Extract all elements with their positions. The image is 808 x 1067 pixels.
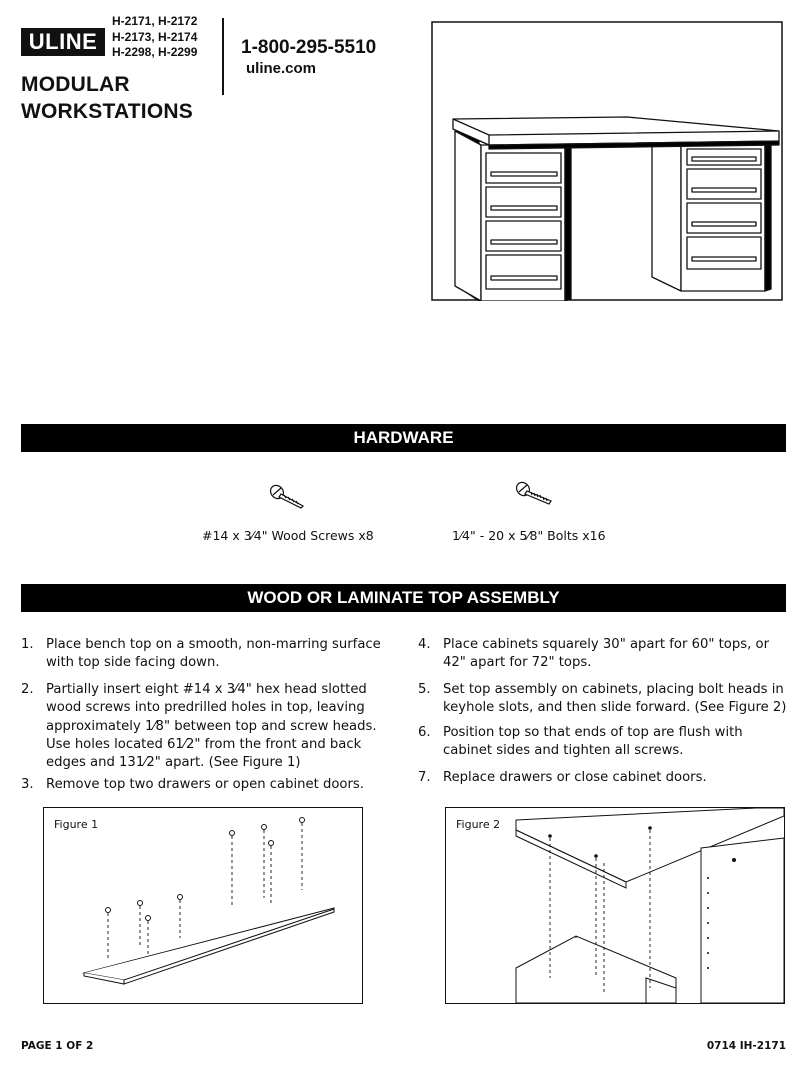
- step-2: [21, 681, 387, 772]
- step-text: Remove top two drawers or open cabinet doors.: [46, 777, 364, 792]
- phone-number: 1-800-295-5510: [241, 37, 377, 58]
- model-numbers: [112, 14, 197, 61]
- step-number: 7.: [418, 770, 431, 785]
- step-number: 5.: [418, 682, 431, 697]
- step-5: [418, 681, 790, 718]
- step-text: Position top so that ends of top are flush with cabinet sides and tighten all screws.: [443, 725, 743, 759]
- workstation-illustration: [431, 21, 783, 301]
- assembly-heading: WOOD OR LAMINATE TOP ASSEMBLY: [21, 584, 786, 612]
- figure-2-diagram: [446, 808, 784, 1003]
- step-3: [21, 776, 387, 794]
- step-number: 4.: [418, 637, 431, 652]
- step-6: [418, 724, 790, 761]
- step-text: Replace drawers or close cabinet doors.: [443, 770, 707, 785]
- website-link[interactable]: uline.com: [246, 60, 317, 77]
- title-line-1: MODULAR: [21, 73, 130, 96]
- wood-screw-icon: [267, 482, 311, 510]
- wood-screws-label: #14 x 3⁄4" Wood Screws x8: [202, 528, 374, 543]
- step-7: [418, 769, 790, 787]
- bolts-label: 1⁄4" - 20 x 5⁄8" Bolts x16: [452, 528, 606, 543]
- model-line: H-2171, H-2172: [112, 14, 198, 28]
- document-id: 0714 IH-2171: [706, 1040, 786, 1052]
- figure-1-label: Figure 1: [54, 818, 99, 831]
- figure-2: [445, 807, 785, 1004]
- step-number: 1.: [21, 637, 34, 652]
- page-number: PAGE 1 OF 2: [21, 1040, 94, 1052]
- step-number: 2.: [21, 682, 34, 697]
- figure-2-label: Figure 2: [456, 818, 501, 831]
- title-line-2: WORKSTATIONS: [21, 100, 193, 123]
- step-text: Place cabinets squarely 30" apart for 60" tops, or 42" apart for 72" tops.: [443, 637, 769, 671]
- step-text: Partially insert eight #14 x 3⁄4" hex head slotted wood screws into predrilled holes in top, leaving approximately 1⁄8" between top and screw heads. Use holes located 61⁄2" from the front and back edges and 131⁄2" apart. (See Figure 1): [46, 682, 377, 771]
- page-title: [21, 71, 193, 125]
- model-line: H-2298, H-2299: [112, 45, 198, 59]
- step-text: Set top assembly on cabinets, placing bolt heads in keyhole slots, and then slide forward. (See Figure 2): [443, 682, 787, 716]
- step-number: 3.: [21, 777, 34, 792]
- hardware-heading: HARDWARE: [21, 424, 786, 452]
- step-4: [418, 636, 790, 673]
- figure-1-diagram: [44, 808, 362, 1003]
- step-text: Place bench top on a smooth, non-marring surface with top side facing down.: [46, 637, 381, 671]
- step-number: 6.: [418, 725, 431, 740]
- bolt-icon: [513, 479, 557, 507]
- figure-1: [43, 807, 363, 1004]
- step-1: [21, 636, 387, 673]
- model-line: H-2173, H-2174: [112, 29, 198, 44]
- header-divider: [222, 18, 224, 95]
- uline-logo: ULINE: [21, 28, 105, 56]
